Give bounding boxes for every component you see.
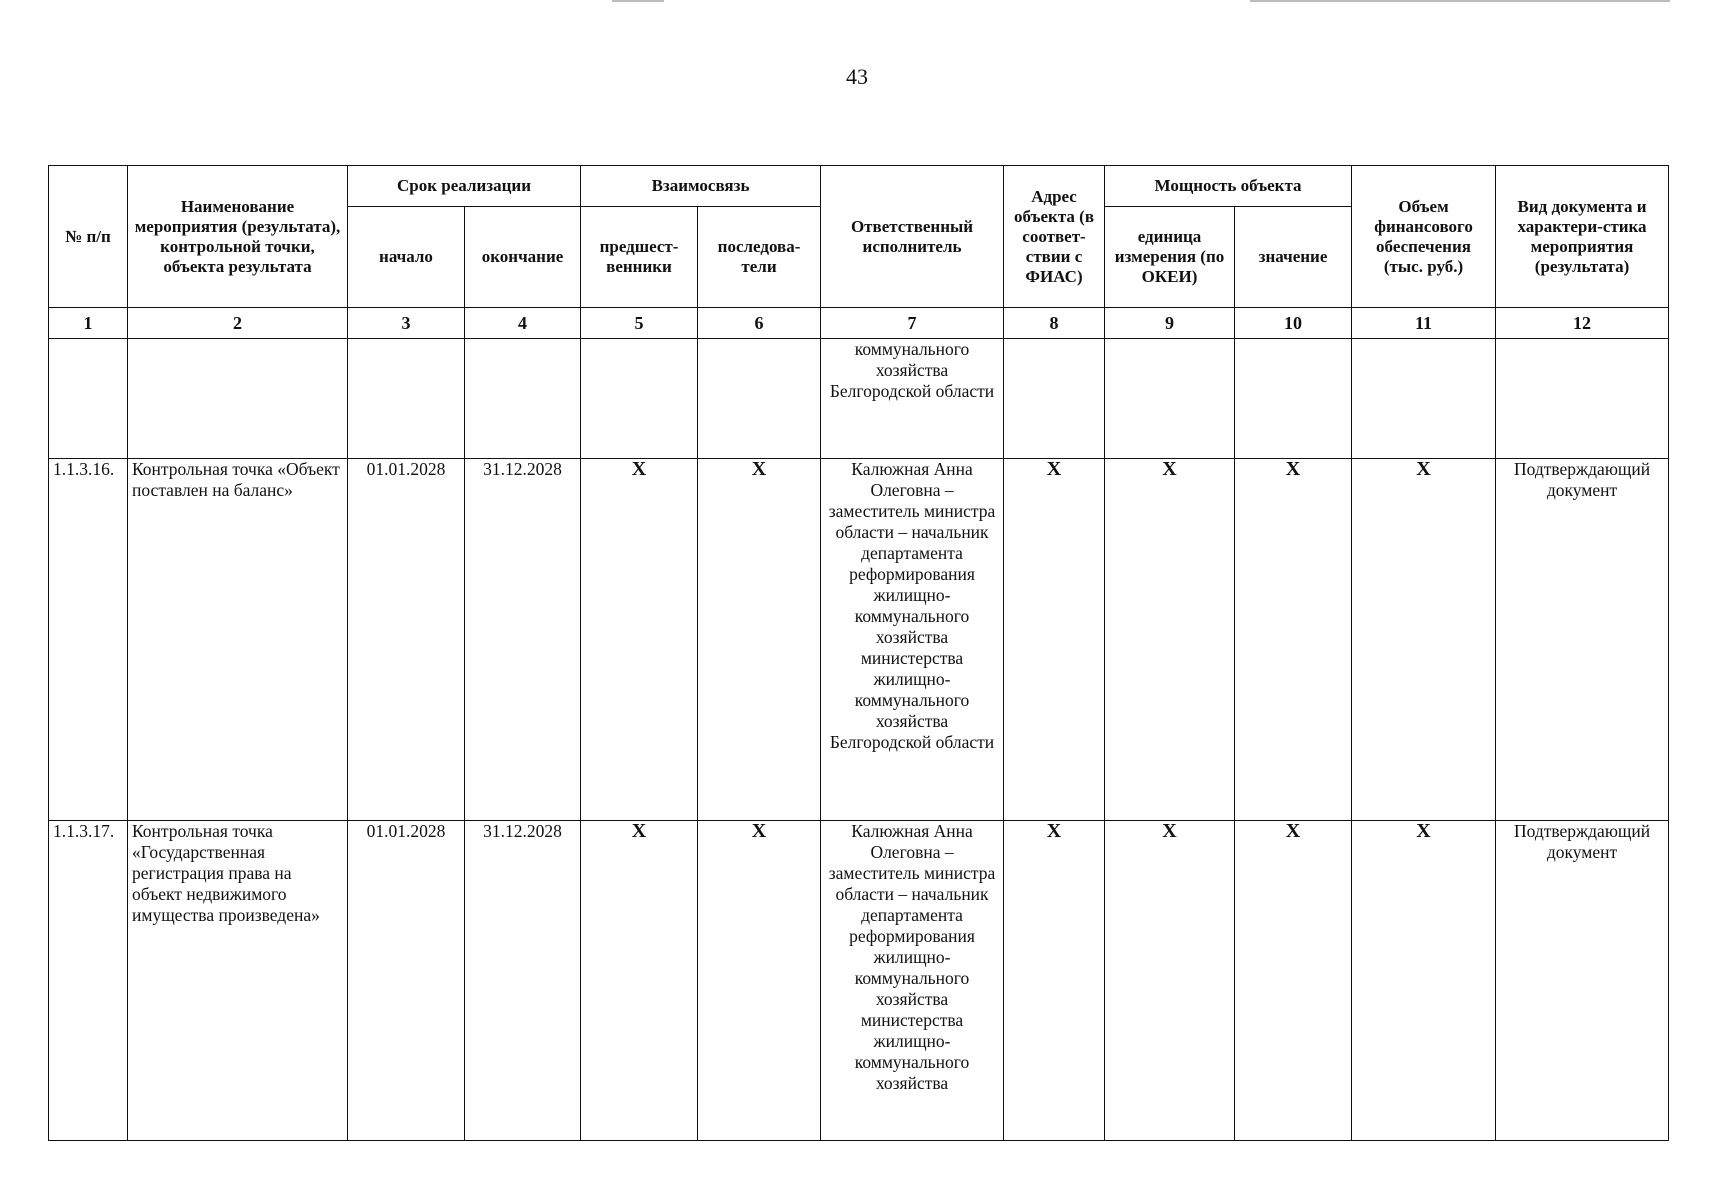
header-executor: Ответственный исполнитель [821,166,1004,308]
cell-address: X [1004,821,1105,1141]
header-capacity-value: значение [1235,207,1352,308]
cell-prev [581,339,698,459]
cell-end: 31.12.2028 [465,459,581,821]
cell-value: X [1235,459,1352,821]
header-relation-next: последова-тели [698,207,821,308]
table-row [49,339,1669,459]
cell-end [465,339,581,459]
column-number: 6 [698,308,821,339]
column-number: 10 [1235,308,1352,339]
cell-value [1235,339,1352,459]
cell-doc [1496,339,1669,459]
cell-unit [1105,339,1235,459]
header-relation: Взаимосвязь [581,166,821,207]
column-number: 4 [465,308,581,339]
column-number: 9 [1105,308,1235,339]
cell-start: 01.01.2028 [348,459,465,821]
header-capacity-unit: единица измерения (по ОКЕИ) [1105,207,1235,308]
cell-next [698,339,821,459]
cell-doc: Подтверждающий документ [1496,821,1669,1141]
cell-num: 1.1.3.16. [49,459,128,821]
cell-num: 1.1.3.17. [49,821,128,1141]
column-number: 2 [128,308,348,339]
table-row [49,459,1669,821]
header-doc-type: Вид документа и характери-стика мероприятия (результата) [1496,166,1669,308]
cell-finance: X [1352,821,1496,1141]
cell-finance [1352,339,1496,459]
header-num: № п/п [49,166,128,308]
cell-unit: X [1105,459,1235,821]
cell-end: 31.12.2028 [465,821,581,1141]
cell-address [1004,339,1105,459]
column-number: 1 [49,308,128,339]
plan-table [48,165,1669,1141]
cell-next: X [698,459,821,821]
header-term-end: окончание [465,207,581,308]
cell-name: Контрольная точка «Объект поставлен на баланс» [128,459,348,821]
cell-num [49,339,128,459]
column-number-row [49,308,1669,339]
cell-address: X [1004,459,1105,821]
page-number: 43 [846,64,868,89]
column-number: 8 [1004,308,1105,339]
column-number: 12 [1496,308,1669,339]
cell-name [128,339,348,459]
table-row [49,821,1669,1141]
column-number: 11 [1352,308,1496,339]
column-number: 7 [821,308,1004,339]
column-number: 5 [581,308,698,339]
header-relation-prev: предшест-венники [581,207,698,308]
cell-finance: X [1352,459,1496,821]
top-scan-line [1250,0,1670,2]
cell-start: 01.01.2028 [348,821,465,1141]
header-term-start: начало [348,207,465,308]
cell-start [348,339,465,459]
cell-executor: Калюжная Анна Олеговна – заместитель министра области – начальник департамента реформирования жилищно-коммунального хозяйства министерства жилищно-коммунального хозяйства [821,821,1004,1141]
cell-prev: X [581,459,698,821]
header-name: Наименование мероприятия (результата), контрольной точки, объекта результата [128,166,348,308]
cell-unit: X [1105,821,1235,1141]
cell-executor: коммунального хозяйства Белгородской области [821,339,1004,459]
cell-next: X [698,821,821,1141]
cell-executor: Калюжная Анна Олеговна – заместитель министра области – начальник департамента реформирования жилищно-коммунального хозяйства министерства жилищно-коммунального хозяйства Белгородской области [821,459,1004,821]
header-term: Срок реализации [348,166,581,207]
header-address: Адрес объекта (в соответ-ствии с ФИАС) [1004,166,1105,308]
header-capacity: Мощность объекта [1105,166,1352,207]
cell-doc: Подтверждающий документ [1496,459,1669,821]
top-scan-line [612,0,664,2]
header-finance: Объем финансового обеспечения (тыс. руб.) [1352,166,1496,308]
cell-prev: X [581,821,698,1141]
cell-name: Контрольная точка «Государственная регистрация права на объект недвижимого имущества произведена» [128,821,348,1141]
cell-value: X [1235,821,1352,1141]
column-number: 3 [348,308,465,339]
